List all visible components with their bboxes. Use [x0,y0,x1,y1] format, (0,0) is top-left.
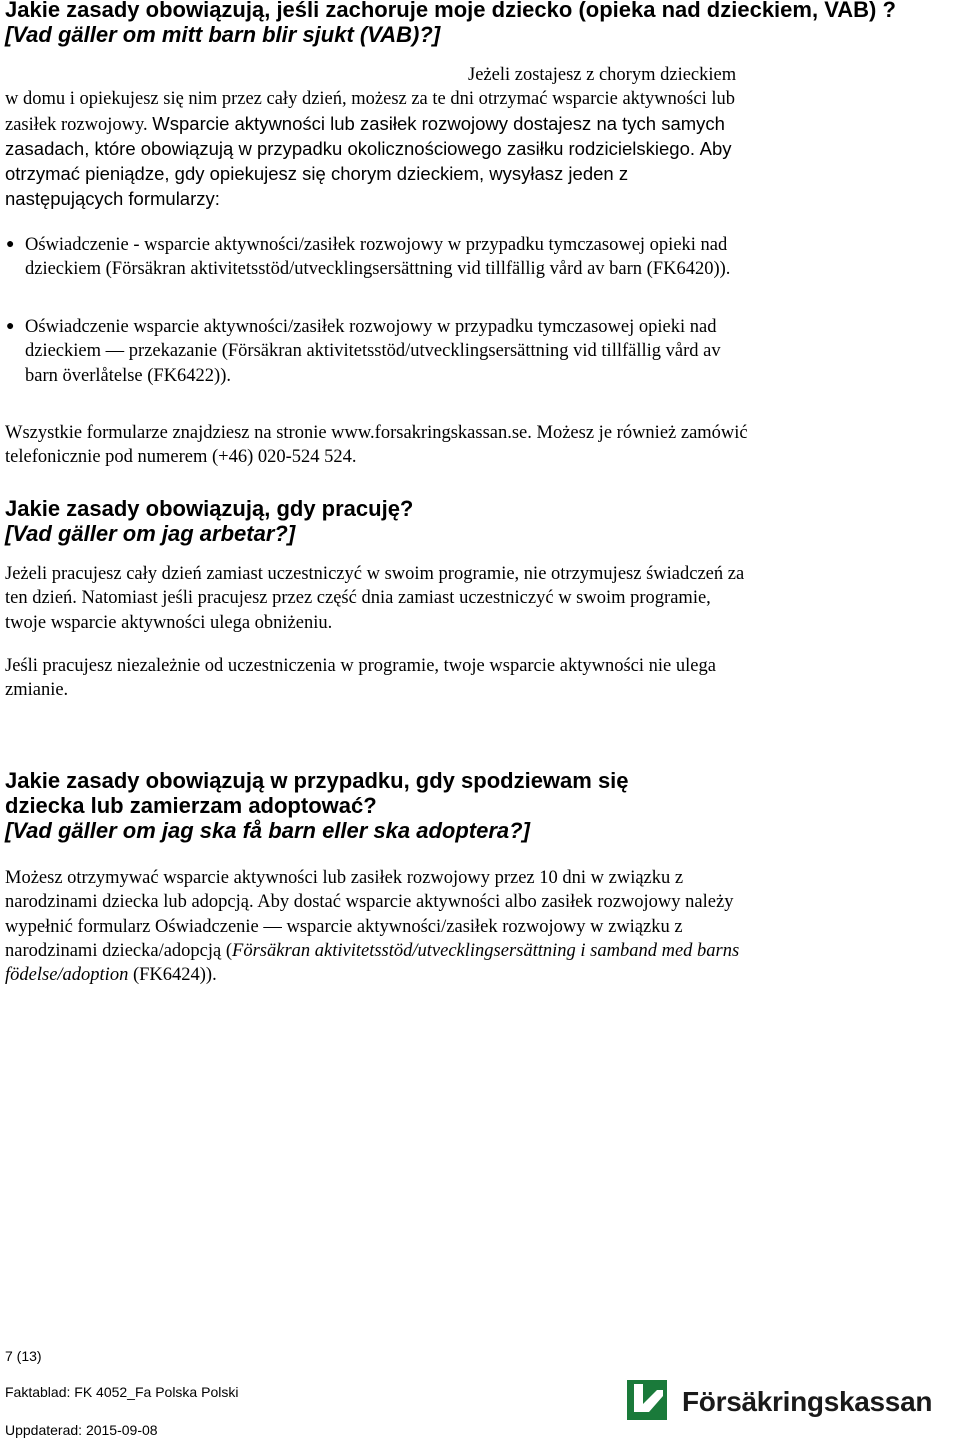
section2-heading-sv: [Vad gäller om jag arbetar?] [5,521,296,546]
section1-intro: Jeżeli zostajesz z chorym dzieckiem w domu i opiekujesz się nim przez cały dzień, możesz za te dni otrzymać wsparcie aktywności lub zasiłek rozwojowy. Wsparcie aktywności lub zasiłek rozwojowy dostajesz na tych samych zasadach, które obowiązują w przypadku okolicznościowego zasiłku rodzicielskiego. Aby otrzymać pieniądze, gdy opiekujesz się chorym dzieckiem, wysyłasz jeden z następujących formularzy: [5,65,737,210]
work-paragraph-2: Jeśli pracujesz niezależnie od uczestniczenia w programie, twoje wsparcie aktywności nie ulega zmianie. [5,656,716,701]
section1-heading-sv: [Vad gäller om mitt barn blir sjukt (VAB)?] [5,22,441,47]
bullet-item-fk6422: Oświadczenie wsparcie aktywności/zasiłek rozwojowy w przypadku tymczasowej opieki nad dzieckiem — przekazanie (Försäkran aktivitetsstöd/utvecklingsersättning vid tillfällig vård av barn överlåtelse (FK6422)). [25,317,721,386]
form-title-fk6424: Försäkran aktivitetsstöd/utvecklingsersättning i samband med barns födelse/adoption [5,940,740,986]
adoption-paragraph: Możesz otrzymywać wsparcie aktywności lub zasiłek rozwojowy przez 10 dni w związku z narodzinami dziecka lub adopcją. Aby dostać wsparcie aktywności albo zasiłek rozwojowy należy wypełnić formularz Oświadczenie — wsparcie aktywności/zasiłek rozwojowy w związku z narodzinami dziecka/adopcją (Försäkran aktivitetsstöd/utvecklingsersättning i samband med barns födelse/adoption (FK6424)). [5,868,740,986]
section1-heading: Jakie zasady obowiązują, jeśli zachoruje moje dziecko (opieka nad dzieckiem, VAB) ? [Vad gäller om mitt barn blir sjukt (VAB)?] [5,0,896,47]
forms-note: Wszystkie formularze znajdziesz na stronie www.forsakringskassan.se. Możesz je również zamówić telefonicznie pod numerem (+46) 020-524 524. [5,423,748,468]
section3-heading: Jakie zasady obowiązują w przypadku, gdy spodziewam się dziecka lub zamierzam adoptować? [Vad gäller om jag ska få barn eller ska adoptera?] [5,768,629,843]
bullet-dot-icon: ● [6,237,15,252]
logo-wordmark: Försäkringskassan [682,1386,933,1417]
section3-heading-sv: [Vad gäller om jag ska få barn eller ska adoptera?] [5,818,530,843]
updated-date: Uppdaterad: 2015-09-08 [5,1422,158,1438]
forsakringskassan-logo-icon [627,1380,667,1420]
bullet-dot-icon: ● [6,319,15,334]
section2-heading: Jakie zasady obowiązują, gdy pracuję? [Vad gäller om jag arbetar?] [5,496,414,546]
forsakringskassan-logo [627,1380,957,1436]
factsheet-id: Faktablad: FK 4052_Fa Polska Polski [5,1384,239,1400]
work-paragraph-1: Jeżeli pracujesz cały dzień zamiast uczestniczyć w swoim programie, nie otrzymujesz świadczeń za ten dzień. Natomiast jeśli pracujesz przez część dnia zamiast uczestniczyć w swoim programie, twoje wsparcie aktywności ulega obniżeniu. [5,564,745,633]
bullet-item-fk6420: Oświadczenie - wsparcie aktywności/zasiłek rozwojowy w przypadku tymczasowej opieki nad dzieckiem (Försäkran aktivitetsstöd/utvecklingsersättning vid tillfällig vård av barn (FK6420)). [25,235,731,280]
page-number: 7 (13) [5,1348,42,1364]
